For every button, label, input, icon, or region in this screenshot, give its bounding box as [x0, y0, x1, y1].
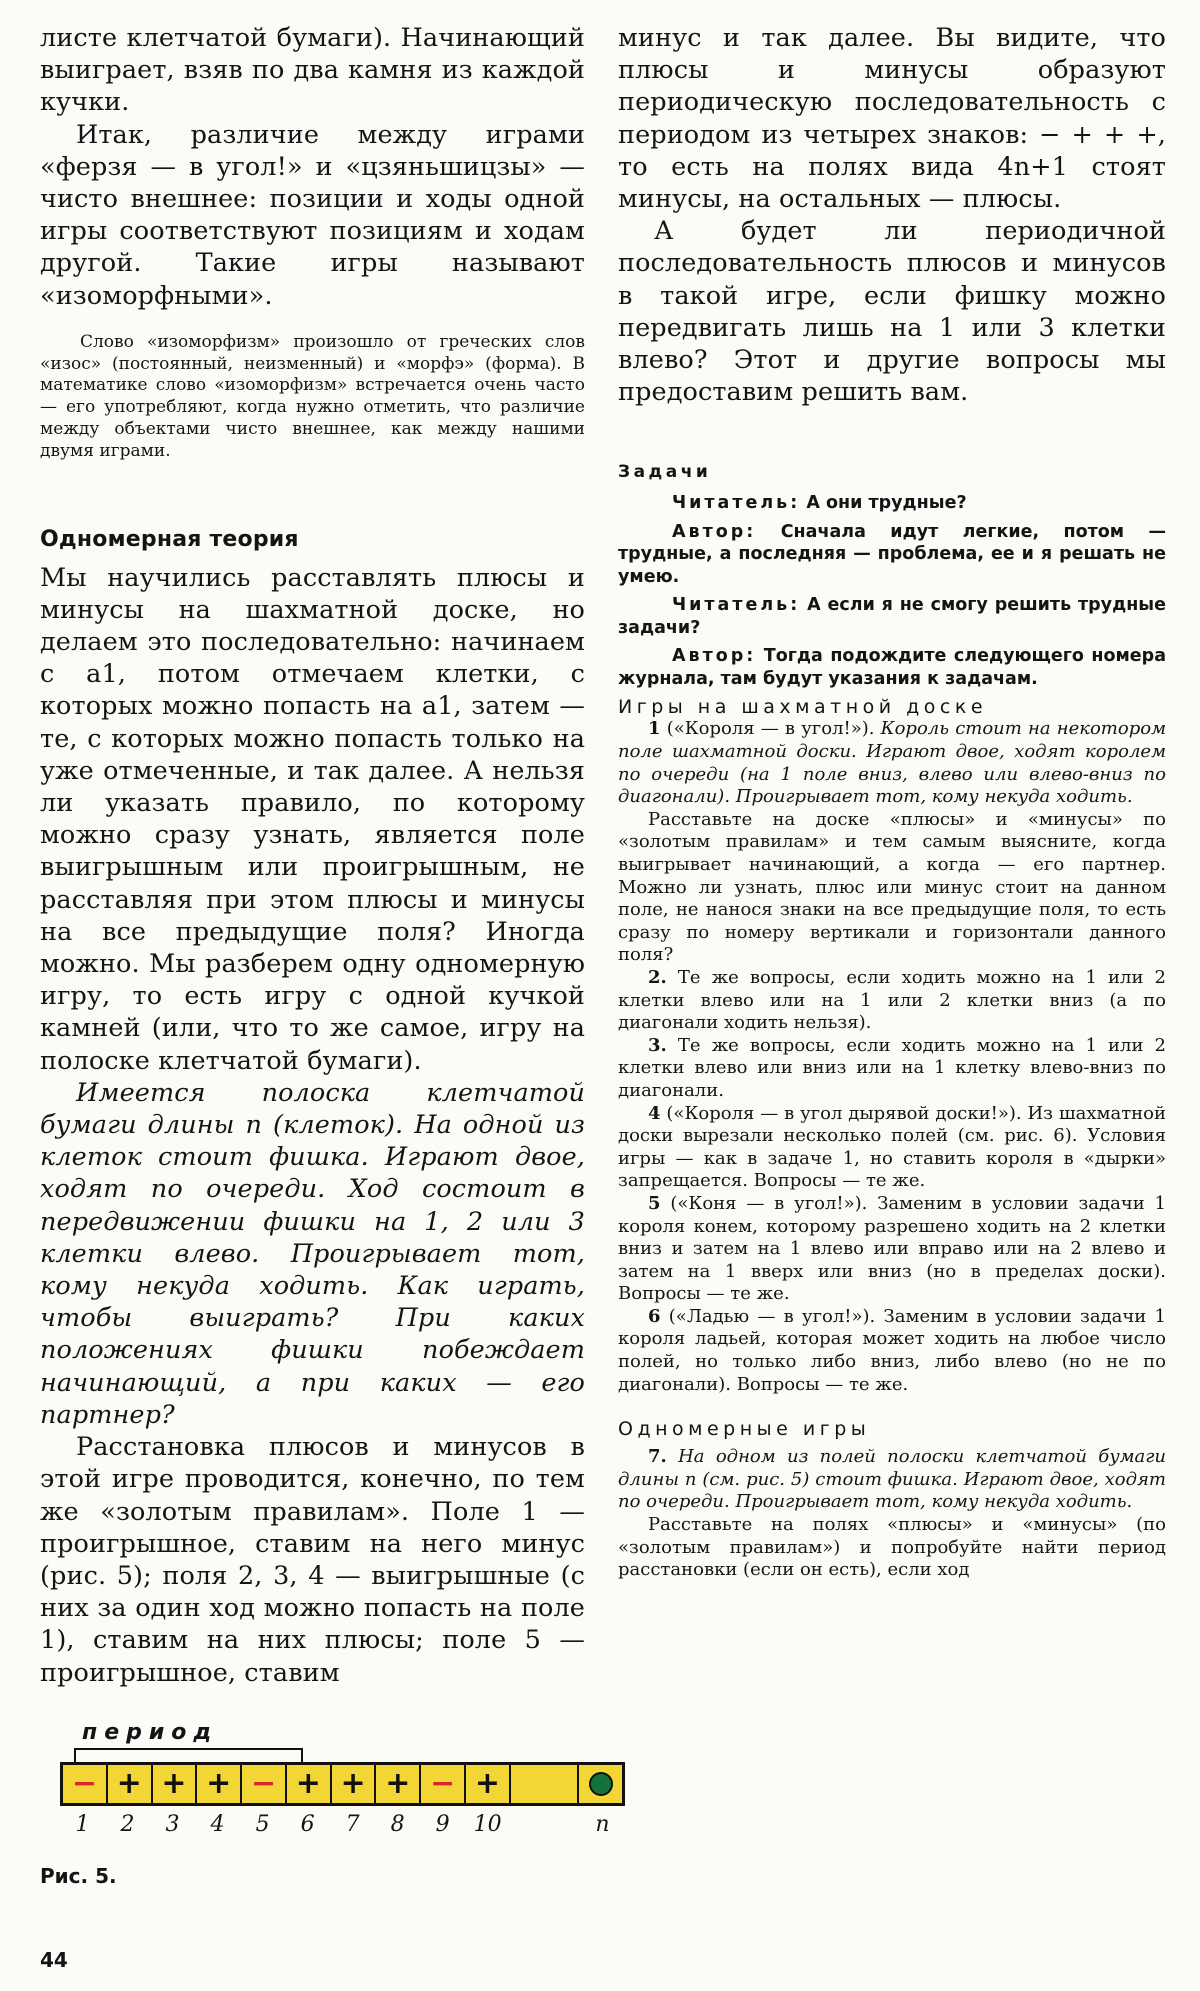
task-number: 4 [648, 1102, 661, 1124]
task-2 [618, 967, 1166, 1035]
task-4 [618, 1103, 1166, 1193]
speech: Сначала идут легкие, потом — трудные, а последняя — проблема, ее и я решать не умею. [618, 521, 1167, 587]
right-column [618, 22, 1166, 1582]
task-number: 2. [648, 966, 667, 988]
task-1-questions: Расставьте на доске «плюсы» и «минусы» по «золотым правилам» и тем самым выясните, когда выигрывает начинающий, а когда — его партнер. Можно ли узнать, плюс или минус стоит на данном поле, не нанося знаки на все предыдущие поля, то есть сразу по номеру вертикали и горизонтали данного поля? [618, 808, 1166, 966]
speech: А они трудные? [806, 493, 967, 514]
plus-cell: + [466, 1765, 511, 1803]
cell-number: 6 [300, 1812, 315, 1837]
cell-number: 2 [120, 1812, 135, 1837]
plus-cell: + [197, 1765, 242, 1803]
cell-number: 3 [165, 1812, 180, 1837]
task-5 [618, 1193, 1166, 1306]
task-number: 3. [648, 1034, 667, 1056]
speaker: Читатель: [672, 595, 801, 616]
minus-cell: − [242, 1765, 287, 1803]
minus-cell: − [63, 1765, 108, 1803]
plus-cell: + [376, 1765, 421, 1803]
cell-number: 5 [255, 1812, 270, 1837]
one-dim-games-heading: Одномерные игры [618, 1418, 871, 1441]
speaker: Автор: [672, 646, 757, 667]
paragraph: минус и так далее. Вы видите, что плюсы и минусы образуют периодическую последовательность с периодом из четырех знаков: − + + +, то есть на полях вида 4n+1 стоят минусы, на остальных — плюсы. [618, 23, 1166, 215]
paragraph: Итак, различие между играми «ферзя — в угол!» и «цзяньшицзы» — чисто внешнее: позиции и ходы одной игры соответствуют позициям и ходам другой. Такие игры называют «изоморфными». [40, 119, 585, 311]
page-number: 44 [40, 1948, 68, 1972]
period-label: период [82, 1720, 219, 1745]
task-3 [618, 1035, 1166, 1103]
cell-numbers [60, 1812, 625, 1837]
cell-number: 8 [390, 1812, 405, 1837]
dialog-line [618, 521, 1166, 589]
speaker: Читатель: [672, 493, 801, 514]
task-number: 1 [648, 718, 661, 740]
tasks-heading: Задачи [618, 462, 712, 483]
speech: Тогда подождите следующего номера журнала, там будут указания к задачам. [618, 646, 1166, 689]
speech: А если я не смогу решить трудные задачи? [618, 595, 1166, 638]
paragraph: Мы научились расставлять плюсы и минусы на шахматной доске, но делаем это последовательно: начинаем с a1, потом отмечаем клетки, с которых можно попасть на a1, затем —те, с которых можно попасть только на уже отмеченные, и так далее. А нельзя ли указать правило, по которому можно сразу узнать, является поле выигрышным или проигрышным, не расставляя при этом плюсы и минусы на все предыдущие поля? Иногда можно. Мы разберем одну одномерную игру, то есть игру с одной кучкой камней (или, что то же самое, игру на полоске клетчатой бумаги). [40, 562, 585, 1076]
task-1 [618, 718, 1166, 808]
cell-number: 10 [473, 1812, 502, 1837]
task-number: 7. [648, 1446, 667, 1468]
paragraph: А будет ли периодичной последовательность плюсов и минусов в такой игре, если фишку можно передвигать лишь на 1 или 3 клетки влево? Этот и другие вопросы мы предоставим решить вам. [618, 216, 1166, 408]
task-7 [618, 1446, 1166, 1514]
task-text: («Короля — в угол дырявой доски!»). Из шахматной доски вырезали несколько полей (см. рис. 6). Условия игры — как в задаче 1, но ставить короля в «дырки» запрещается. Вопросы — те же. [618, 1102, 1166, 1192]
problem-statement: Имеется полоска клетчатой бумаги длины n (клеток). На одной из клеток стоит фишка. Играют двое, ходят по очереди. Ход состоит в передвижении фишки на 1, 2 или 3 клетки влево. Проигрывает тот, кому некуда ходить. Как играть, чтобы выиграть? При каких положениях фишки побеждает начинающий, а при каких — его партнер? [40, 1077, 585, 1430]
figure-caption: Рис. 5. [40, 1864, 117, 1888]
dialog-line [618, 492, 1166, 515]
task-number: 6 [648, 1305, 661, 1327]
task-title: («Короля — в угол!»). [666, 718, 875, 740]
strip-cell-empty [511, 1765, 579, 1803]
paper-strip [60, 1762, 625, 1806]
task-text: Те же вопросы, если ходить можно на 1 или 2 клетки влево или вниз или на 1 клетку влево-вниз по диагонали. [618, 1034, 1166, 1101]
section-title: Одномерная теория [40, 526, 299, 552]
chip-icon [589, 1772, 613, 1796]
paragraph: листе клетчатой бумаги). Начинающий выиграет, взяв по два камня из каждой кучки. [40, 23, 585, 118]
cell-number: 4 [210, 1812, 225, 1837]
task-7-questions: Расставьте на полях «плюсы» и «минусы» (по «золотым правилам») и попробуйте найти период расстановки (если он есть), если ход [618, 1514, 1166, 1581]
footnote: Слово «изоморфизм» произошло от греческих слов «изос» (постоянный, неизменный) и «морфэ» (форма). В математике слово «изоморфизм» встречается очень часто — его употребляют, когда нужно отметить, что различие между объектами чисто внешнее, как между нашими двумя играми. [40, 331, 585, 461]
cell-number: 7 [345, 1812, 360, 1837]
cell-number: 1 [75, 1812, 90, 1837]
dialog-line [618, 645, 1166, 690]
task-statement: Король стоит на некотором поле шахматной доски. Играют двое, ходят королем по очереди (на 1 поле вниз, влево или влево-вниз по диагонали). Проигрывает тот, кому некуда ходить. [618, 718, 1166, 808]
task-text: («Ладью — в угол!»). Заменим в условии задачи 1 короля ладьей, которая может ходить на любое число полей, но только либо вниз, либо влево (но не по диагонали). Вопросы — те же. [618, 1305, 1166, 1395]
plus-cell: + [287, 1765, 332, 1803]
speaker: Автор: [672, 521, 757, 542]
dialog [618, 492, 1166, 690]
plus-cell: + [332, 1765, 377, 1803]
task-text: («Коня — в угол!»). Заменим в условии задачи 1 короля конем, которому разрешено ходить на 2 клетки вниз и затем на 1 влево или вправо или на 2 влево и затем на 1 вверх или вниз (но в пределах доски). Вопросы — те же. [618, 1192, 1166, 1305]
paragraph: Расстановка плюсов и минусов в этой игре проводится, конечно, по тем же «золотым правилам». Поле 1 — проигрышное, ставим на него минус (рис. 5); поля 2, 3, 4 — выигрышные (с них за один ход можно попасть на поле 1), ставим на них плюсы; поле 5 — проигрышное, ставим [40, 1432, 585, 1688]
task-6 [618, 1306, 1166, 1396]
plus-cell: + [108, 1765, 153, 1803]
dialog-line [618, 594, 1166, 639]
cell-number: 9 [435, 1812, 450, 1837]
period-bracket [74, 1748, 303, 1762]
chess-games-heading: Игры на шахматной доске [618, 696, 988, 719]
task-number: 5 [648, 1192, 661, 1214]
chip-cell [579, 1765, 622, 1803]
minus-cell: − [421, 1765, 466, 1803]
task-text: Те же вопросы, если ходить можно на 1 или 2 клетки влево или на 1 или 2 клетки вниз (а по диагонали ходить нельзя). [618, 966, 1166, 1034]
cell-number [510, 1812, 580, 1837]
task-statement: На одном из полей полоски клетчатой бумаги длины n (см. рис. 5) стоит фишка. Играют двое, ходят по очереди. Проигрывает тот, кому некуда ходить. [618, 1446, 1166, 1513]
left-column [40, 22, 585, 1689]
cell-number: n [595, 1812, 610, 1837]
plus-cell: + [153, 1765, 198, 1803]
